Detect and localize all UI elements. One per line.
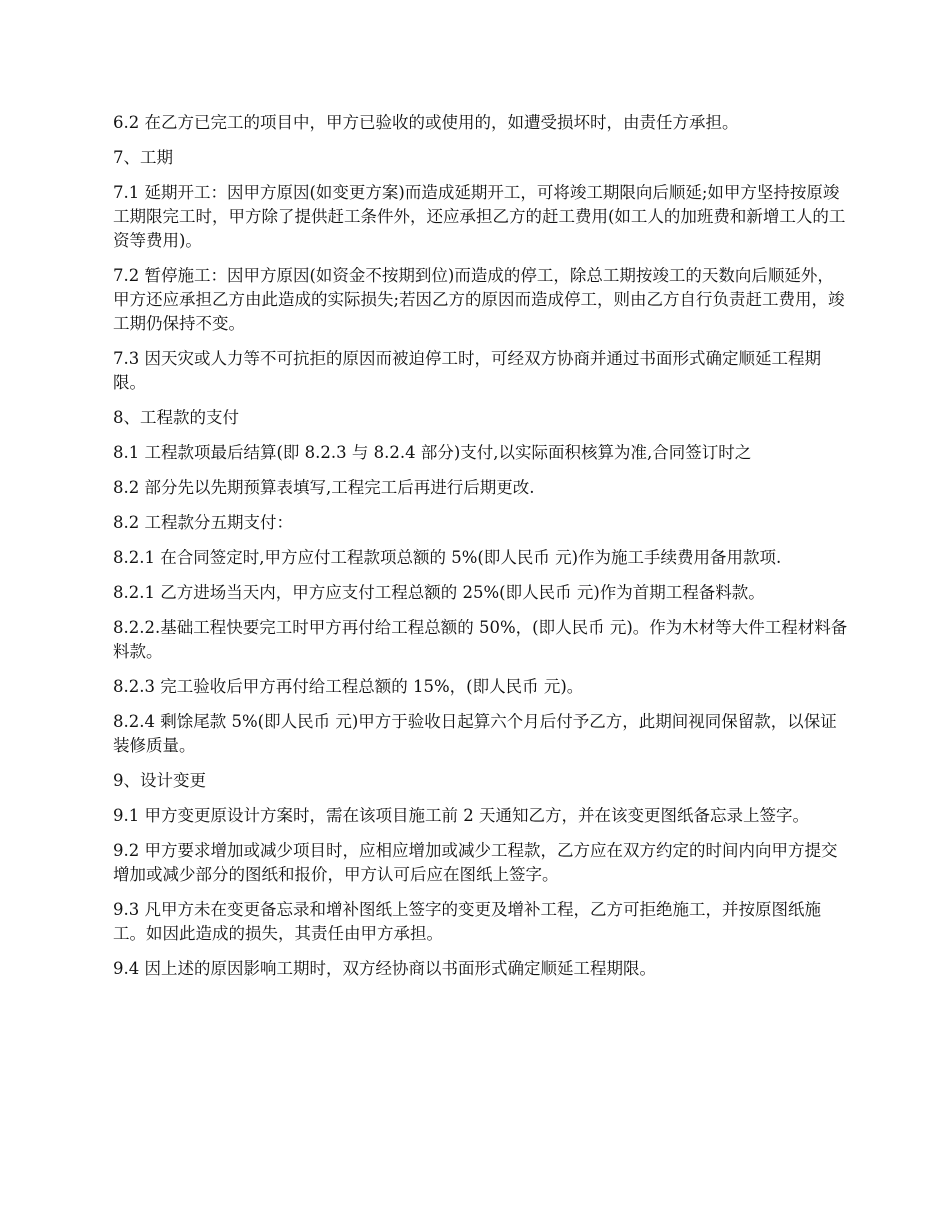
clause-9-4: 9.4 因上述的原因影响工期时，双方经协商以书面形式确定顺延工程期限。 (113, 959, 656, 978)
clause-9-1: 9.1 甲方变更原设计方案时，需在该项目施工前 2 天通知乙方，并在该变更图纸备忘录上签字。 (113, 806, 809, 825)
clause-8-2: 8.2 工程款分五期支付： (113, 513, 293, 532)
clause-9-2: 9.2 甲方要求增加或减少项目时，应相应增加或减少工程款，乙方应在双方约定的时间内向甲方提交增加或减少部分的图纸和报价，甲方认可后应在图纸上签字。 (113, 841, 838, 884)
clause-8-2-note: 8.2 部分先以先期预算表填写,工程完工后再进行后期更改. (113, 478, 535, 497)
clause-7-2: 7.2 暂停施工：因甲方原因(如资金不按期到位)而造成的停工，除总工期按竣工的天数向后顺延外，甲方还应承担乙方由此造成的实际损失;若因乙方的原因而造成停工，则由乙方自行负责赶工费用，竣工期仍保持不变。 (113, 266, 845, 333)
clause-7-1: 7.1 延期开工：因甲方原因(如变更方案)而造成延期开工，可将竣工期限向后顺延;如甲方坚持按原竣工期限完工时，甲方除了提供赶工条件外，还应承担乙方的赶工费用(如工人的加班费和新增工人的工资等费用)。 (113, 183, 846, 250)
section-heading-9: 9、设计变更 (113, 771, 206, 790)
clause-9-3: 9.3 凡甲方未在变更备忘录和增补图纸上签字的变更及增补工程，乙方可拒绝施工，并按原图纸施工。如因此造成的损失，其责任由甲方承担。 (113, 900, 821, 943)
section-heading-7: 7、工期 (113, 148, 173, 167)
clause-8-2-3: 8.2.3 完工验收后甲方再付给工程总额的 15%，(即人民币 元)。 (113, 677, 584, 696)
clause-7-3: 7.3 因天灾或人力等不可抗拒的原因而被迫停工时，可经双方协商并通过书面形式确定顺延工程期限。 (113, 349, 821, 392)
clause-8-2-1-b: 8.2.1 乙方进场当天内，甲方应支付工程总额的 25%(即人民币 元)作为首期工程备料款。 (113, 583, 765, 602)
clause-8-2-4: 8.2.4 剩馀尾款 5%(即人民币 元)甲方于验收日起算六个月后付予乙方，此期间视同保留款，以保证装修质量。 (113, 712, 837, 755)
clause-8-2-2: 8.2.2.基础工程快要完工时甲方再付给工程总额的 50%，(即人民币 元)。作为木材等大件工程材料备料款。 (113, 618, 848, 661)
clause-6-2: 6.2 在乙方已完工的项目中，甲方已验收的或使用的，如遭受损坏时，由责任方承担。 (113, 113, 739, 132)
section-heading-8: 8、工程款的支付 (113, 408, 239, 427)
clause-8-1: 8.1 工程款项最后结算(即 8.2.3 与 8.2.4 部分)支付,以实际面积核算为准,合同签订时之 (113, 443, 752, 462)
document-body (113, 111, 848, 992)
clause-8-2-1-a: 8.2.1 在合同签定时,甲方应付工程款项总额的 5%(即人民币 元)作为施工手续费用备用款项. (113, 548, 782, 567)
